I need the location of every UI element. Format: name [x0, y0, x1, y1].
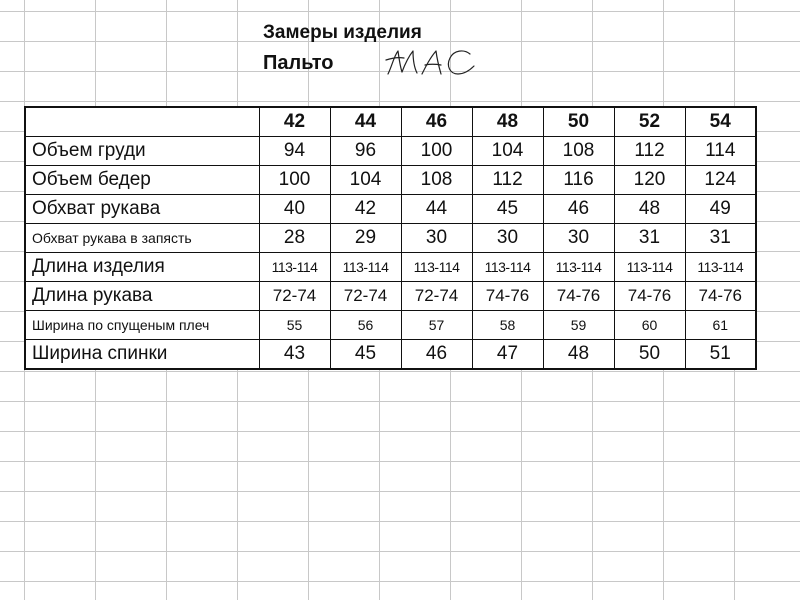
measurement-label: Обхват рукава в запясть: [25, 224, 259, 253]
measurement-value: 72-74: [259, 282, 330, 311]
measurement-value: 112: [472, 166, 543, 195]
measurement-value: 48: [614, 195, 685, 224]
measurement-value: 104: [330, 166, 401, 195]
measurement-value: 113-114: [401, 253, 472, 282]
measurement-value: 50: [614, 340, 685, 370]
measurement-value: 43: [259, 340, 330, 370]
measurement-label: Объем бедер: [25, 166, 259, 195]
measurement-label: Объем груди: [25, 137, 259, 166]
measurement-value: 72-74: [401, 282, 472, 311]
signature-mark: [384, 46, 478, 80]
measurement-value: 58: [472, 311, 543, 340]
measurement-value: 59: [543, 311, 614, 340]
measurement-value: 60: [614, 311, 685, 340]
measurement-label: Длина изделия: [25, 253, 259, 282]
size-chart-table: [24, 106, 757, 370]
measurement-value: 124: [685, 166, 756, 195]
measurement-value: 30: [401, 224, 472, 253]
measurement-value: 31: [685, 224, 756, 253]
measurement-value: 94: [259, 137, 330, 166]
measurement-label: Ширина спинки: [25, 340, 259, 370]
size-header-cell: 46: [401, 107, 472, 137]
measurement-value: 30: [543, 224, 614, 253]
size-header-row: [25, 107, 756, 137]
measurement-value: 96: [330, 137, 401, 166]
measurement-value: 49: [685, 195, 756, 224]
measurement-value: 104: [472, 137, 543, 166]
measurement-value: 56: [330, 311, 401, 340]
measurement-value: 55: [259, 311, 330, 340]
header-corner-cell: [25, 107, 259, 137]
measurement-value: 42: [330, 195, 401, 224]
measurement-value: 74-76: [472, 282, 543, 311]
document-title: Замеры изделия: [263, 22, 422, 43]
measurement-value: 51: [685, 340, 756, 370]
measurement-value: 108: [543, 137, 614, 166]
table-row: [25, 282, 756, 311]
measurement-value: 108: [401, 166, 472, 195]
size-header-cell: 48: [472, 107, 543, 137]
size-header-cell: 42: [259, 107, 330, 137]
measurement-value: 113-114: [614, 253, 685, 282]
measurement-value: 44: [401, 195, 472, 224]
measurement-value: 28: [259, 224, 330, 253]
measurement-value: 30: [472, 224, 543, 253]
measurement-value: 100: [401, 137, 472, 166]
measurement-value: 45: [330, 340, 401, 370]
table-row: [25, 195, 756, 224]
measurement-value: 40: [259, 195, 330, 224]
measurement-value: 112: [614, 137, 685, 166]
table-row: [25, 137, 756, 166]
size-header-cell: 54: [685, 107, 756, 137]
measurement-label: Обхват рукава: [25, 195, 259, 224]
measurement-value: 113-114: [259, 253, 330, 282]
table-row: [25, 166, 756, 195]
measurement-value: 120: [614, 166, 685, 195]
measurement-value: 57: [401, 311, 472, 340]
measurement-value: 113-114: [330, 253, 401, 282]
measurement-value: 113-114: [543, 253, 614, 282]
measurement-value: 29: [330, 224, 401, 253]
measurement-value: 45: [472, 195, 543, 224]
measurement-value: 74-76: [614, 282, 685, 311]
table-row: [25, 224, 756, 253]
size-header-cell: 50: [543, 107, 614, 137]
measurement-value: 74-76: [543, 282, 614, 311]
measurement-value: 116: [543, 166, 614, 195]
table-row: [25, 253, 756, 282]
size-header-cell: 44: [330, 107, 401, 137]
measurement-label: Ширина по спущеным плеч: [25, 311, 259, 340]
measurement-value: 48: [543, 340, 614, 370]
measurement-value: 100: [259, 166, 330, 195]
measurement-value: 61: [685, 311, 756, 340]
table-row: [25, 340, 756, 370]
measurement-value: 46: [543, 195, 614, 224]
table-row: [25, 311, 756, 340]
measurement-value: 47: [472, 340, 543, 370]
measurement-value: 46: [401, 340, 472, 370]
size-header-cell: 52: [614, 107, 685, 137]
measurement-value: 114: [685, 137, 756, 166]
measurement-value: 31: [614, 224, 685, 253]
measurement-value: 74-76: [685, 282, 756, 311]
measurement-value: 113-114: [685, 253, 756, 282]
measurement-value: 113-114: [472, 253, 543, 282]
garment-name: Пальто: [263, 52, 334, 74]
measurement-value: 72-74: [330, 282, 401, 311]
measurement-label: Длина рукава: [25, 282, 259, 311]
